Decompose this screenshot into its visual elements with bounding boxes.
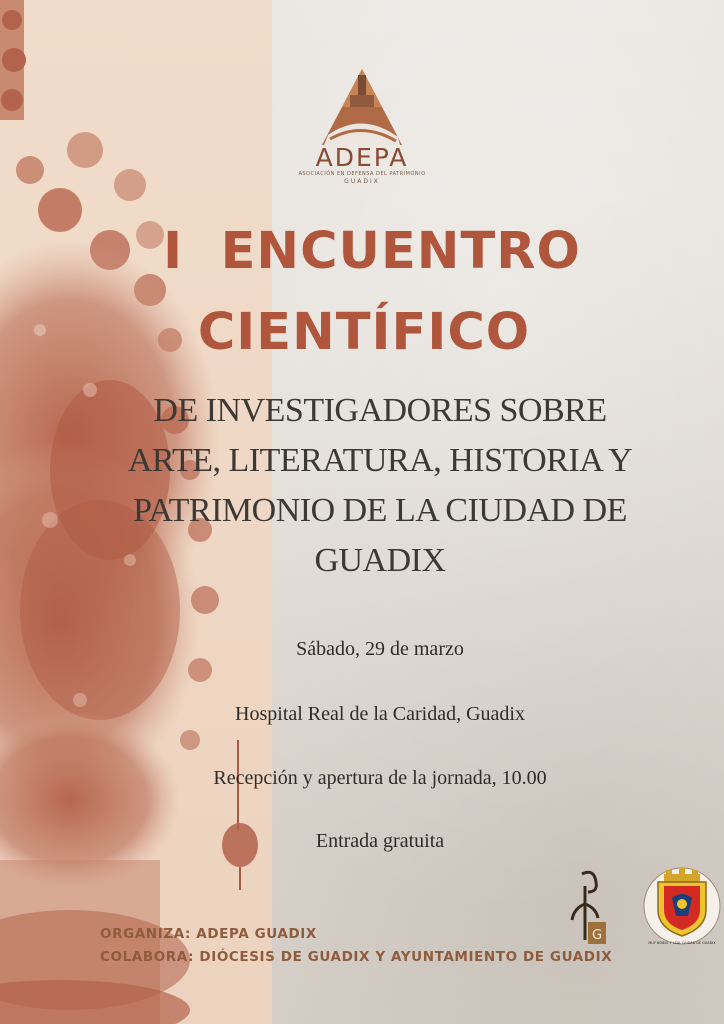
logo-tagline: ASOCIACIÓN EN DEFENSA DEL PATRIMONIO — [298, 171, 426, 177]
credit-organiza: ORGANIZA: ADEPA GUADIX — [100, 926, 317, 942]
event-venue: Hospital Real de la Caridad, Guadix — [235, 703, 525, 725]
event-date: Sábado, 29 de marzo — [296, 638, 464, 660]
logo-city: GUADIX — [344, 178, 380, 185]
seal-text: MUY NOBLE Y LEAL CIUDAD DE GUADIX — [648, 941, 716, 945]
subtitle-line-3: PATRIMONIO DE LA CIUDAD DE — [133, 492, 627, 529]
subtitle-line-1: DE INVESTIGADORES SOBRE — [153, 392, 607, 429]
diocese-letter: G — [591, 928, 603, 943]
credit-colabora: COLABORA: DIÓCESIS DE GUADIX Y AYUNTAMIENTO DE GUADIX — [100, 949, 613, 965]
event-entry: Entrada gratuita — [315, 830, 445, 852]
title-line-2: CIENTÍFICO — [197, 303, 531, 362]
event-reception: Recepción y apertura de la jornada, 10.00 — [213, 767, 547, 789]
diocese-emblem-icon — [568, 868, 610, 948]
city-seal-icon — [642, 866, 722, 946]
subtitle-line-2: ARTE, LITERATURA, HISTORIA Y — [127, 442, 633, 479]
subtitle-line-4: GUADIX — [314, 542, 446, 579]
logo-name: ADEPA — [315, 143, 409, 172]
adepa-logo-mark — [320, 64, 404, 150]
title-line-1: I ENCUENTRO — [163, 222, 581, 281]
